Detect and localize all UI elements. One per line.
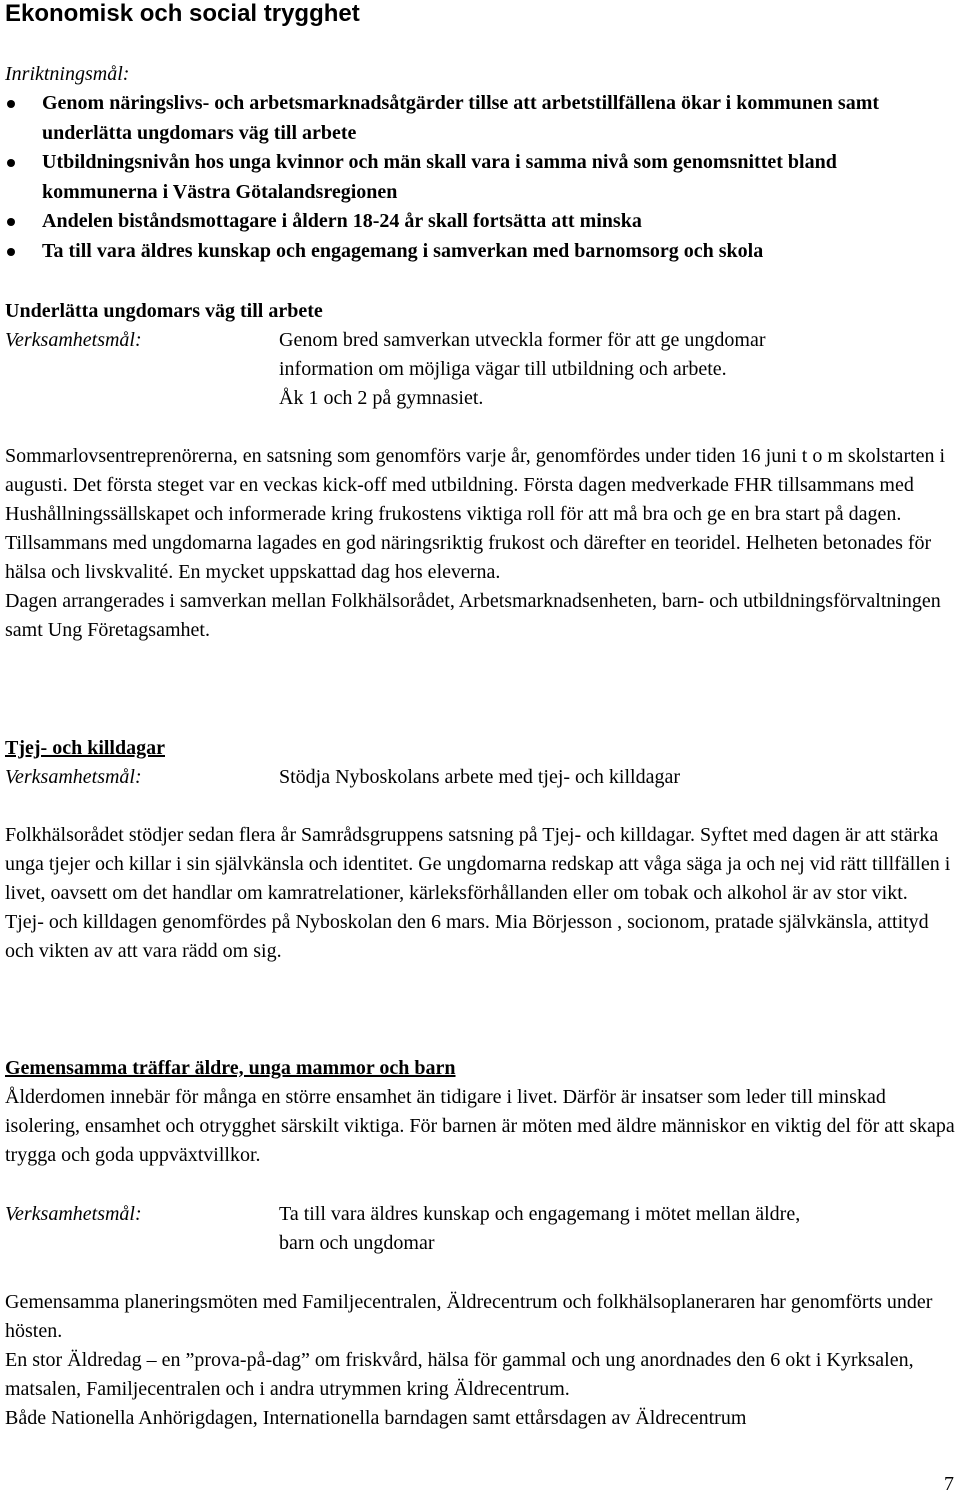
goal-label: Verksamhetsmål: bbox=[5, 766, 142, 788]
paragraph: Folkhälsorådet stödjer sedan flera år Samrådsgruppens satsning på Tjej- och killdagar. Syftet med dagen är att stärka unga tjejer och killar i sin självkänsla och identitet. Ge ungdomarna redskap att våga säga ja och nej vid rätt tillfällen i livet, oavsett om det handlar om kamratrelationer, kärleksförhållanden eller om tobak och alkohol är av stor vikt. bbox=[5, 824, 951, 904]
section-underlatta-body bbox=[5, 442, 955, 645]
paragraph: Både Nationella Anhörigdagen, Internationella barndagen samt ettårsdagen av Äldrecentrum bbox=[5, 1407, 747, 1429]
goal-value: Ta till vara äldres kunskap och engagemang i mötet mellan äldre, barn och ungdomar bbox=[279, 1203, 801, 1254]
paragraph: Ålderdomen innebär för många en större ensamhet än tidigare i livet. Därför är insatser som leder till minskad isolering, ensamhet och otrygghet särskilt viktiga. För barnen är möten med äldre människor en viktig del för att skapa trygga och goda uppväxtvillkor. bbox=[5, 1086, 955, 1166]
section-heading: Gemensamma träffar äldre, unga mammor och barn bbox=[5, 1057, 456, 1079]
goal-item: Genom näringslivs- och arbetsmarknadsåtgärder tillse att arbetstillfällena ökar i kommunen samt underlätta ungdomars väg till arbete bbox=[5, 89, 955, 148]
section-underlatta bbox=[5, 297, 955, 413]
goal-item: Utbildningsnivån hos unga kvinnor och män skall vara i samma nivå som genomsnittet bland kommunerna i Västra Götalandsregionen bbox=[5, 148, 955, 207]
section-gemensamma-body bbox=[5, 1288, 955, 1433]
goal-item: Ta till vara äldres kunskap och engagemang i samverkan med barnomsorg och skola bbox=[5, 237, 955, 267]
goal-label: Verksamhetsmål: bbox=[5, 1203, 142, 1225]
goal-label: Verksamhetsmål: bbox=[5, 329, 142, 351]
section-tjej-kill-body bbox=[5, 821, 955, 966]
page-title: Ekonomisk och social trygghet bbox=[5, 0, 360, 27]
goal-value: Genom bred samverkan utveckla former för att ge ungdomar information om möjliga vägar till utbildning och arbete. Åk 1 och 2 på gymnasiet. bbox=[279, 329, 766, 409]
goal-row bbox=[5, 1200, 955, 1258]
section-tjej-kill bbox=[5, 734, 955, 792]
page-number: 7 bbox=[944, 1473, 954, 1495]
paragraph: Gemensamma planeringsmöten med Familjecentralen, Äldrecentrum och folkhälsoplaneraren har genomförts under hösten. bbox=[5, 1291, 933, 1342]
paragraph: En stor Äldredag – en ”prova-på-dag” om friskvård, hälsa för gammal och ung anordnades den 6 okt i Kyrksalen, matsalen, Familjecentralen och i andra utrymmen kring Äldrecentrum. bbox=[5, 1349, 914, 1400]
bullet-icon bbox=[7, 218, 15, 226]
section-heading: Tjej- och killdagar bbox=[5, 737, 165, 759]
title-block bbox=[5, 0, 955, 28]
paragraph: Sommarlovsentreprenörerna, en satsning som genomförs varje år, genomfördes under tiden 16 juni t o m skolstarten i augusti. Det första steget var en veckas kick-off med utbildning. Första dagen medverkade FHR tillsammans med Hushållningssällskapet och informerade kring frukostens viktiga roll för att må bra och ge en bra start på dagen. Tillsammans med ungdomarna lagades en god näringsriktig frukost och därefter en teoridel. Helheten betonades för hälsa och livskvalité. En mycket uppskattad dag hos eleverna. bbox=[5, 445, 946, 583]
section-heading: Underlätta ungdomars väg till arbete bbox=[5, 300, 323, 322]
paragraph: Dagen arrangerades i samverkan mellan Folkhälsorådet, Arbetsmarknadsenheten, barn- och utbildningsförvaltningen samt Ung Företagsamhet. bbox=[5, 590, 941, 641]
goal-item: Andelen biståndsmottagare i åldern 18-24 år skall fortsätta att minska bbox=[5, 207, 955, 237]
goal-value: Stödja Nyboskolans arbete med tjej- och killdagar bbox=[279, 766, 681, 788]
goals-list bbox=[5, 89, 955, 266]
bullet-icon bbox=[7, 248, 15, 256]
section-gemensamma-goal bbox=[5, 1200, 955, 1258]
paragraph: Tjej- och killdagen genomfördes på Nyboskolan den 6 mars. Mia Börjesson , socionom, pratade självkänsla, attityd och vikten av att vara rädd om sig. bbox=[5, 911, 929, 962]
goals-block bbox=[5, 60, 955, 266]
intro-label: Inriktningsmål: bbox=[5, 63, 130, 85]
goal-row bbox=[5, 326, 955, 413]
bullet-icon bbox=[7, 100, 15, 108]
section-gemensamma bbox=[5, 1054, 955, 1170]
goal-row bbox=[5, 763, 955, 792]
bullet-icon bbox=[7, 159, 15, 167]
